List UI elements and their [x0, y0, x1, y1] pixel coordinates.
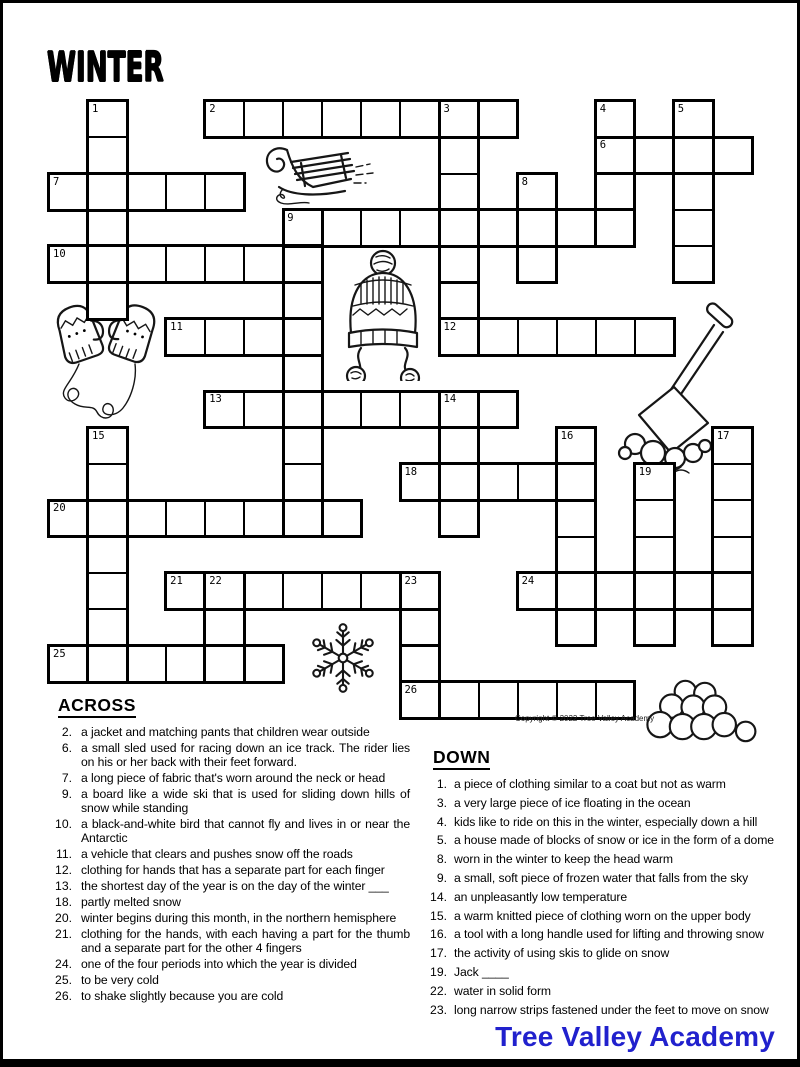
grid-cell[interactable]: [165, 499, 206, 537]
grid-cell[interactable]: [321, 499, 362, 537]
clue-text: a small, soft piece of frozen water that falls from the sky: [454, 870, 749, 885]
clue: [421, 927, 795, 941]
grid-cell[interactable]: [439, 390, 480, 428]
clue-text: the activity of using skis to glide on snow: [454, 946, 670, 961]
grid-cell[interactable]: [243, 572, 284, 610]
clue-text: an unpleasantly low temperature: [454, 889, 628, 904]
brand-text: Tree Valley Academy: [495, 1021, 775, 1052]
grid-cell[interactable]: [165, 245, 206, 283]
grid-cell[interactable]: [87, 536, 128, 574]
grid-cell[interactable]: [439, 173, 480, 211]
grid-cell[interactable]: [439, 136, 480, 174]
down-clue-list: [421, 777, 795, 1017]
clue-text: a board like a wide ski that is used for sliding down hills of snow while standing: [81, 787, 410, 815]
grid-cell[interactable]: [126, 173, 167, 211]
grid-cell[interactable]: [712, 427, 753, 465]
grid-cell[interactable]: [399, 463, 440, 501]
clue: [48, 741, 410, 769]
grid-cell[interactable]: [360, 390, 401, 428]
clue: [48, 989, 410, 1003]
grid-cell[interactable]: [634, 608, 675, 646]
clue-text: long narrow strips fastened under the feet to move on snow: [454, 1002, 769, 1017]
clue-number: 21.: [55, 927, 72, 941]
clue-number: 13.: [55, 879, 72, 893]
grid-cell[interactable]: [439, 681, 480, 719]
cell-number: 8: [521, 175, 528, 188]
clue: [421, 852, 795, 866]
grid-cell[interactable]: [478, 681, 519, 719]
clue-number: 18.: [55, 895, 72, 909]
cell-number: 15: [92, 429, 105, 442]
clue-number: 4.: [436, 814, 447, 829]
clue: [48, 725, 410, 739]
grid-cell[interactable]: [87, 209, 128, 247]
cell-number: 24: [521, 574, 535, 587]
grid-cell[interactable]: [712, 608, 753, 646]
clue-text: partly melted snow: [81, 895, 181, 909]
grid-cell[interactable]: [282, 354, 323, 392]
cell-number: 20: [53, 502, 66, 515]
grid-cell[interactable]: [556, 572, 597, 610]
grid-cell[interactable]: [634, 572, 675, 610]
clue: [48, 911, 410, 925]
clue-text: clothing for the hands, with each having a part for the thumb and a separate part for the other 4 fingers: [81, 927, 410, 955]
clue-text: one of the four periods into which the year is divided: [81, 957, 357, 971]
grid-cell[interactable]: [360, 572, 401, 610]
grid-cell[interactable]: [478, 463, 519, 501]
grid-cell[interactable]: [439, 245, 480, 283]
grid-cell[interactable]: [165, 173, 206, 211]
cell-number: 11: [170, 320, 183, 333]
grid-cell[interactable]: [673, 572, 714, 610]
grid-cell[interactable]: [399, 608, 440, 646]
cell-number: 1: [92, 103, 99, 115]
across-section: [48, 695, 410, 1005]
grid-cell[interactable]: [634, 536, 675, 574]
clue-text: kids like to ride on this in the winter, especially down a hill: [454, 814, 758, 829]
grid-cell[interactable]: [595, 572, 636, 610]
copyright-text: Copyright © 2022 Tree Valley Academy: [515, 714, 655, 723]
grid-cell[interactable]: [126, 645, 167, 683]
grid-cell[interactable]: [282, 318, 323, 356]
grid-cell[interactable]: [595, 136, 636, 174]
grid-cell[interactable]: [673, 136, 714, 174]
grid-cell[interactable]: [243, 100, 284, 138]
grid-cell[interactable]: [204, 608, 245, 646]
clue-text: a small sled used for racing down an ice track. The rider lies on his or her back with their feet forward.: [81, 741, 410, 769]
clue-text: a black-and-white bird that cannot fly and lives in or near the Antarctic: [81, 817, 410, 845]
clue: [48, 817, 410, 845]
clue: [48, 879, 410, 893]
grid-cell[interactable]: [87, 427, 128, 465]
clue: [421, 1003, 795, 1017]
grid-cell[interactable]: [439, 100, 480, 138]
clue: [48, 863, 410, 877]
grid-cell[interactable]: [712, 499, 753, 537]
cell-number: 23: [404, 574, 418, 587]
grid-cell[interactable]: [634, 318, 675, 356]
grid-cell[interactable]: [673, 100, 714, 138]
grid-cell[interactable]: [282, 572, 323, 610]
clue: [421, 984, 795, 998]
grid-cell[interactable]: [439, 318, 480, 356]
grid-cell[interactable]: [399, 645, 440, 683]
clue-text: a very large piece of ice floating in the ocean: [454, 795, 691, 810]
cell-number: 12: [443, 320, 457, 333]
grid-cell[interactable]: [517, 572, 558, 610]
down-heading: DOWN: [433, 747, 490, 770]
cell-number: 26: [404, 683, 418, 696]
grid-cell[interactable]: [87, 245, 128, 283]
clue-text: worn in the winter to keep the head warm: [454, 852, 673, 867]
cell-number: 22: [209, 574, 222, 587]
grid-cell[interactable]: [673, 245, 714, 283]
clue: [421, 796, 795, 810]
grid-cell[interactable]: [595, 318, 636, 356]
grid-cell[interactable]: [87, 136, 128, 174]
clue-number: 7.: [61, 771, 72, 785]
grid-cell[interactable]: [243, 318, 284, 356]
clue: [421, 965, 795, 979]
grid-cell[interactable]: [517, 245, 558, 283]
cell-number: 4: [599, 103, 607, 115]
grid-cell[interactable]: [360, 100, 401, 138]
grid-cell[interactable]: [204, 318, 245, 356]
grid-cell[interactable]: [243, 499, 284, 537]
grid-cell[interactable]: [87, 100, 128, 138]
clue-text: a long piece of fabric that's worn around the neck or head: [81, 771, 386, 785]
grid-cell[interactable]: [204, 572, 245, 610]
across-heading: ACROSS: [58, 695, 136, 718]
grid-cell[interactable]: [439, 282, 480, 320]
grid-cell[interactable]: [321, 209, 362, 247]
grid-cell[interactable]: [556, 499, 597, 537]
clue-number: 3.: [436, 795, 447, 810]
grid-cell[interactable]: [595, 100, 636, 138]
cell-number: 18: [404, 466, 418, 478]
grid-cell[interactable]: [478, 390, 519, 428]
grid-cell[interactable]: [87, 282, 128, 320]
clue-number: 5.: [436, 833, 447, 848]
grid-cell[interactable]: [634, 463, 675, 501]
clue-text: water in solid form: [454, 983, 551, 998]
cell-number: 25: [53, 647, 66, 660]
clue-text: a piece of clothing similar to a coat but not as warm: [454, 777, 726, 791]
clue-text: winter begins during this month, in the northern hemisphere: [81, 911, 397, 925]
grid-cell[interactable]: [87, 463, 128, 501]
clue-number: 22.: [430, 983, 447, 998]
grid-cell[interactable]: [399, 100, 440, 138]
grid-cell[interactable]: [282, 463, 323, 501]
clue-number: 24.: [55, 957, 72, 971]
grid-cell[interactable]: [165, 318, 206, 356]
grid-cell[interactable]: [595, 173, 636, 211]
cell-number: 16: [560, 429, 574, 442]
grid-cell[interactable]: [478, 209, 519, 247]
cell-number: 5: [677, 103, 685, 115]
clue: [48, 973, 410, 987]
page-title: WINTER: [47, 43, 164, 91]
clue-text: a tool with a long handle used for lifting and throwing snow: [454, 927, 764, 942]
cell-number: 21: [170, 574, 183, 587]
grid-cell[interactable]: [321, 100, 362, 138]
clue: [48, 847, 410, 861]
clue-number: 11.: [55, 847, 72, 861]
cell-number: 14: [443, 393, 457, 406]
grid-cell[interactable]: [87, 173, 128, 211]
grid-cell[interactable]: [399, 572, 440, 610]
grid-cell[interactable]: [282, 282, 323, 320]
grid-cell[interactable]: [517, 318, 558, 356]
cell-number: 2: [209, 103, 216, 115]
grid-cell[interactable]: [282, 100, 323, 138]
grid-cell[interactable]: [204, 173, 245, 211]
clue: [421, 777, 795, 791]
grid-cell[interactable]: [595, 209, 636, 247]
grid-cell[interactable]: [556, 463, 597, 501]
grid-cell[interactable]: [439, 499, 480, 537]
clue-number: 10.: [55, 817, 72, 831]
cell-number: 17: [716, 429, 730, 442]
grid-cell[interactable]: [165, 572, 206, 610]
grid-cell[interactable]: [87, 572, 128, 610]
clue-number: 16.: [430, 927, 447, 942]
grid-cell[interactable]: [165, 645, 206, 683]
grid-cell[interactable]: [87, 499, 128, 537]
clue-text: a warm knitted piece of clothing worn on the upper body: [454, 908, 751, 923]
grid-cell[interactable]: [478, 318, 519, 356]
grid-cell[interactable]: [204, 390, 245, 428]
grid-cell[interactable]: [204, 499, 245, 537]
grid-cell[interactable]: [48, 499, 89, 537]
cell-number: 3: [443, 103, 450, 115]
clue-number: 15.: [430, 908, 447, 923]
grid-cell[interactable]: [204, 645, 245, 683]
clue-number: 2.: [61, 725, 72, 739]
clue: [48, 771, 410, 785]
cell-number: 10: [53, 248, 66, 261]
grid-cell[interactable]: [478, 100, 519, 138]
grid-cell[interactable]: [517, 463, 558, 501]
clue-number: 26.: [55, 989, 72, 1003]
grid-cell[interactable]: [673, 173, 714, 211]
grid-cell[interactable]: [87, 608, 128, 646]
grid-cell[interactable]: [360, 209, 401, 247]
grid-cell[interactable]: [321, 572, 362, 610]
grid-cell[interactable]: [634, 136, 675, 174]
grid-cell[interactable]: [321, 390, 362, 428]
clue: [48, 957, 410, 971]
grid-cell[interactable]: [517, 173, 558, 211]
grid-cell[interactable]: [673, 209, 714, 247]
clue-number: 6.: [61, 741, 72, 755]
clue-number: 1.: [436, 777, 447, 791]
clue: [48, 927, 410, 955]
clue-text: to be very cold: [81, 973, 159, 987]
clue: [48, 895, 410, 909]
grid-cell[interactable]: [556, 427, 597, 465]
grid-cell[interactable]: [439, 427, 480, 465]
grid-cell[interactable]: [712, 136, 753, 174]
clue-number: 23.: [430, 1002, 447, 1017]
clue: [421, 833, 795, 847]
grid-cell[interactable]: [634, 499, 675, 537]
grid-cell[interactable]: [204, 245, 245, 283]
clue: [421, 890, 795, 904]
clue-text: a jacket and matching pants that children wear outside: [81, 725, 370, 739]
grid-cell[interactable]: [282, 209, 323, 247]
clue-number: 9.: [61, 787, 72, 801]
grid-cell[interactable]: [204, 100, 245, 138]
grid-cell[interactable]: [439, 209, 480, 247]
grid-cell[interactable]: [282, 390, 323, 428]
grid-cell[interactable]: [399, 209, 440, 247]
clue-number: 17.: [430, 946, 447, 961]
grid-cell[interactable]: [243, 245, 284, 283]
grid-cell[interactable]: [712, 463, 753, 501]
grid-cell[interactable]: [712, 572, 753, 610]
clue-number: 12.: [55, 863, 72, 877]
clue-text: clothing for hands that has a separate part for each finger: [81, 863, 385, 877]
down-section: [421, 747, 795, 1021]
clue: [421, 946, 795, 960]
grid-cell[interactable]: [439, 463, 480, 501]
clue: [421, 871, 795, 885]
clue-number: 19.: [430, 964, 447, 979]
crossword-grid: [48, 100, 754, 720]
cell-number: 7: [53, 175, 60, 188]
grid-cell[interactable]: [282, 499, 323, 537]
grid-cell[interactable]: [48, 645, 89, 683]
clue-number: 14.: [430, 889, 447, 904]
clue-number: 20.: [55, 911, 72, 925]
grid-cell[interactable]: [126, 245, 167, 283]
grid-cell[interactable]: [712, 536, 753, 574]
grid-cell[interactable]: [282, 427, 323, 465]
grid-cell[interactable]: [517, 209, 558, 247]
cell-number: 19: [638, 466, 652, 478]
clue-number: 8.: [436, 852, 447, 867]
cell-number: 9: [287, 211, 294, 224]
grid-cell[interactable]: [556, 318, 597, 356]
grid-cell[interactable]: [126, 499, 167, 537]
grid-cell[interactable]: [48, 245, 89, 283]
across-clue-list: [48, 725, 410, 1003]
grid-cell[interactable]: [556, 209, 597, 247]
clue: [48, 787, 410, 815]
clue: [421, 815, 795, 829]
clue-text: the shortest day of the year is on the day of the winter ___: [81, 879, 389, 893]
clue: [421, 909, 795, 923]
grid-cell[interactable]: [243, 390, 284, 428]
grid-cell[interactable]: [556, 536, 597, 574]
grid-cell[interactable]: [282, 245, 323, 283]
grid-cell[interactable]: [399, 390, 440, 428]
grid-cell[interactable]: [87, 645, 128, 683]
cell-number: 13: [209, 393, 222, 406]
grid-cell[interactable]: [556, 608, 597, 646]
cell-number: 6: [599, 139, 607, 152]
clue-text: a vehicle that clears and pushes snow off the roads: [81, 847, 353, 861]
clue-number: 9.: [436, 870, 447, 885]
clue-text: to shake slightly because you are cold: [81, 989, 284, 1003]
grid-cell[interactable]: [48, 173, 89, 211]
clue-text: a house made of blocks of snow or ice in the form of a dome: [454, 833, 774, 848]
clue-number: 25.: [55, 973, 72, 987]
clue-text: Jack ____: [454, 964, 509, 979]
grid-cell[interactable]: [243, 645, 284, 683]
